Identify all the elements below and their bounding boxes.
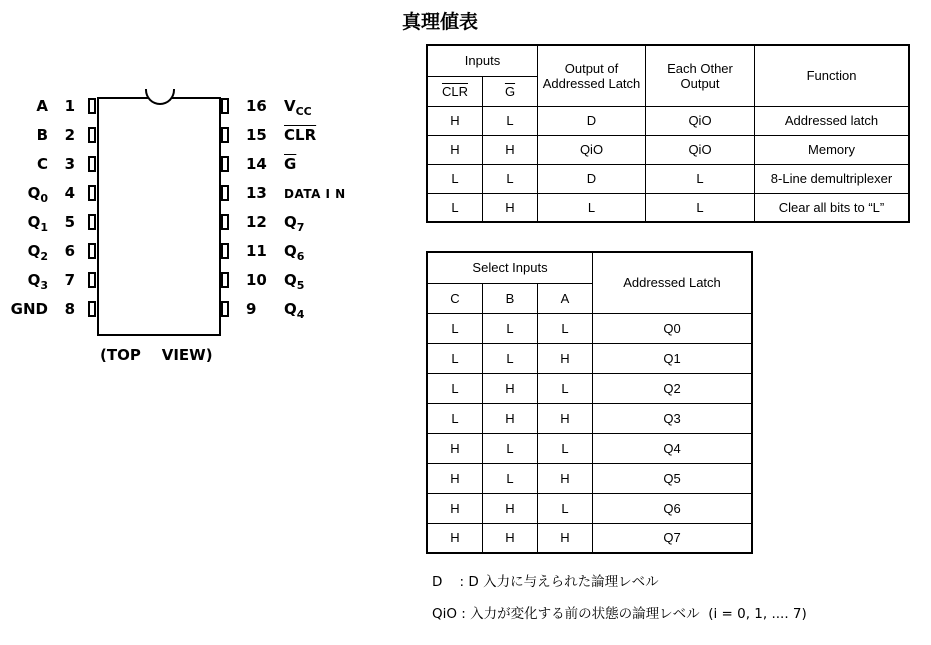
pin-number: 3 xyxy=(64,155,75,173)
pin-tab xyxy=(221,243,229,259)
select-table-row xyxy=(427,403,752,433)
header-b: B xyxy=(483,283,538,313)
pin-tab xyxy=(221,272,229,288)
table-cell: Q6 xyxy=(593,493,753,523)
table-cell: L xyxy=(646,164,755,193)
pin-number: 9 xyxy=(246,300,257,318)
pin-name-text: Q xyxy=(27,271,41,289)
select-table xyxy=(426,251,753,554)
pin-tab xyxy=(221,156,229,172)
header-a: A xyxy=(538,283,593,313)
pin-name-text: DATA I N xyxy=(284,187,346,201)
pin-name xyxy=(0,300,48,318)
pin-subscript: 3 xyxy=(40,279,48,292)
pin-number: 1 xyxy=(64,97,75,115)
table-cell: L xyxy=(483,164,538,193)
pin-name-text: Q xyxy=(284,242,297,260)
table-cell: Q5 xyxy=(593,463,753,493)
table-cell: L xyxy=(538,373,593,403)
table-cell: Q4 xyxy=(593,433,753,463)
pin-tab xyxy=(88,214,96,230)
table-cell: L xyxy=(483,433,538,463)
select-table-row xyxy=(427,433,752,463)
table-cell: H xyxy=(483,403,538,433)
table-cell: L xyxy=(427,164,483,193)
pin-name-text: $\overline{G}$ xyxy=(284,155,297,173)
table-cell: H xyxy=(427,463,483,493)
pin-subscript: 5 xyxy=(296,279,305,292)
table-cell: H xyxy=(427,106,483,135)
pin-subscript: 4 xyxy=(296,308,305,321)
pin-number: 4 xyxy=(64,184,75,202)
pin-number: 10 xyxy=(246,271,267,289)
table-cell: L xyxy=(483,313,538,343)
pin-tab xyxy=(221,301,229,317)
pin-tab xyxy=(88,185,96,201)
pin-name xyxy=(284,187,346,201)
table-cell: D xyxy=(538,106,646,135)
pin-name xyxy=(0,184,48,205)
select-table-row xyxy=(427,313,752,343)
pin-name-text: Q xyxy=(27,184,41,202)
table-cell: H xyxy=(538,463,593,493)
pin-number: 16 xyxy=(246,97,267,115)
table-cell: Q3 xyxy=(593,403,753,433)
table-cell: H xyxy=(483,193,538,222)
pin-tab xyxy=(221,127,229,143)
header-each-other: Each Other Output xyxy=(646,45,755,106)
header-output-addressed: Output of Addressed Latch xyxy=(538,45,646,106)
pin-name-text: GND xyxy=(10,300,48,318)
pin-number: 2 xyxy=(64,126,75,144)
table-cell: H xyxy=(483,135,538,164)
table-cell: QiO xyxy=(538,135,646,164)
pin-name xyxy=(0,271,48,292)
pin-name xyxy=(284,300,304,321)
pin-number: 8 xyxy=(64,300,75,318)
table-cell: H xyxy=(483,493,538,523)
truth-table-row xyxy=(427,164,909,193)
table-cell: H xyxy=(427,433,483,463)
header-function: Function xyxy=(755,45,910,106)
pin-name-text: C xyxy=(36,155,48,173)
pin-number: 6 xyxy=(64,242,75,260)
header-c: C xyxy=(427,283,483,313)
pin-number: 15 xyxy=(246,126,267,144)
pin-tab xyxy=(221,98,229,114)
pin-name-text: A xyxy=(36,97,48,115)
pin-name xyxy=(0,242,48,263)
table-cell: L xyxy=(427,313,483,343)
table-cell: D xyxy=(538,164,646,193)
select-table-row xyxy=(427,523,752,553)
select-table-row xyxy=(427,463,752,493)
header-clr: $\overline{CLR}$ xyxy=(427,76,483,106)
pin-tab xyxy=(88,156,96,172)
table-cell: H xyxy=(538,343,593,373)
pin-name-text: Q xyxy=(27,213,41,231)
pin-name xyxy=(0,97,48,115)
table-cell: L xyxy=(483,343,538,373)
pin-name xyxy=(284,126,316,144)
table-cell: H xyxy=(427,135,483,164)
pin-tab xyxy=(221,214,229,230)
table-cell: Addressed latch xyxy=(755,106,910,135)
pin-number: 12 xyxy=(246,213,267,231)
pin-tab xyxy=(221,185,229,201)
truth-table-row xyxy=(427,106,909,135)
pin-name xyxy=(284,242,304,263)
truth-table xyxy=(426,44,910,223)
pin-name-text: V xyxy=(284,97,296,115)
pin-name-text: Q xyxy=(284,271,297,289)
pin-tab xyxy=(88,127,96,143)
table-cell: L xyxy=(427,403,483,433)
pin-subscript: 2 xyxy=(40,250,48,263)
pin-tab xyxy=(88,243,96,259)
table-cell: H xyxy=(427,493,483,523)
select-table-row xyxy=(427,343,752,373)
pin-tab xyxy=(88,98,96,114)
pin-number: 14 xyxy=(246,155,267,173)
table-cell: H xyxy=(483,523,538,553)
table-cell: L xyxy=(538,313,593,343)
diagram-caption: (TOP VIEW) xyxy=(100,346,213,364)
pin-tab xyxy=(88,272,96,288)
table-cell: H xyxy=(538,403,593,433)
select-table-row xyxy=(427,373,752,403)
pin-name xyxy=(284,97,312,118)
table-cell: L xyxy=(483,463,538,493)
pin-name-text: Q xyxy=(284,300,297,318)
table-cell: L xyxy=(483,106,538,135)
table-cell: Memory xyxy=(755,135,910,164)
note-d: D : D 入力に与えられた論理レベル xyxy=(432,574,659,590)
note-qio: QiO : 入力が変化する前の状態の論理レベル (i = 0, 1, .... 7) xyxy=(432,606,807,622)
pin-subscript: 1 xyxy=(40,221,48,234)
truth-table-row xyxy=(427,193,909,222)
page-title: 真理値表 xyxy=(402,11,479,33)
select-table-body xyxy=(427,313,752,553)
table-cell: L xyxy=(538,193,646,222)
pin-name xyxy=(284,271,304,292)
table-cell: L xyxy=(427,193,483,222)
pin-subscript: CC xyxy=(295,105,312,118)
select-table-row xyxy=(427,493,752,523)
header-g: $\overline{G}$ xyxy=(483,76,538,106)
pin-subscript: 6 xyxy=(296,250,305,263)
table-cell: L xyxy=(427,373,483,403)
table-cell: Q0 xyxy=(593,313,753,343)
pin-name xyxy=(0,126,48,144)
table-cell: Q2 xyxy=(593,373,753,403)
pin-number: 11 xyxy=(246,242,267,260)
table-cell: H xyxy=(427,523,483,553)
pin-name xyxy=(0,155,48,173)
pin-name xyxy=(284,155,296,173)
table-cell: L xyxy=(538,433,593,463)
table-cell: Clear all bits to “L” xyxy=(755,193,910,222)
table-cell: Q7 xyxy=(593,523,753,553)
header-inputs: Inputs xyxy=(427,45,538,76)
table-cell: QiO xyxy=(646,135,755,164)
table-cell: 8-Line demultriplexer xyxy=(755,164,910,193)
table-cell: L xyxy=(427,343,483,373)
table-cell: QiO xyxy=(646,106,755,135)
table-cell: Q1 xyxy=(593,343,753,373)
pin-name-text: B xyxy=(36,126,48,144)
table-cell: L xyxy=(538,493,593,523)
truth-table-row xyxy=(427,135,909,164)
table-cell: L xyxy=(646,193,755,222)
pin-diagram xyxy=(0,0,400,400)
header-select-inputs: Select Inputs xyxy=(427,252,593,283)
table-cell: H xyxy=(538,523,593,553)
pin-name xyxy=(0,213,48,234)
chip-body xyxy=(97,97,221,336)
pin-number: 5 xyxy=(64,213,75,231)
pin-tab xyxy=(88,301,96,317)
pin-name-text: Q xyxy=(27,242,41,260)
pin-name-text: $\overline{CLR}$ xyxy=(284,126,317,144)
pin-number: 13 xyxy=(246,184,267,202)
pin-number: 7 xyxy=(64,271,75,289)
pin-subscript: 7 xyxy=(296,221,305,234)
pin-name-text: Q xyxy=(284,213,297,231)
pin-name xyxy=(284,213,304,234)
pin-subscript: 0 xyxy=(40,192,48,205)
table-cell: H xyxy=(483,373,538,403)
truth-table-body xyxy=(427,106,909,222)
header-addressed-latch: Addressed Latch xyxy=(593,252,753,313)
